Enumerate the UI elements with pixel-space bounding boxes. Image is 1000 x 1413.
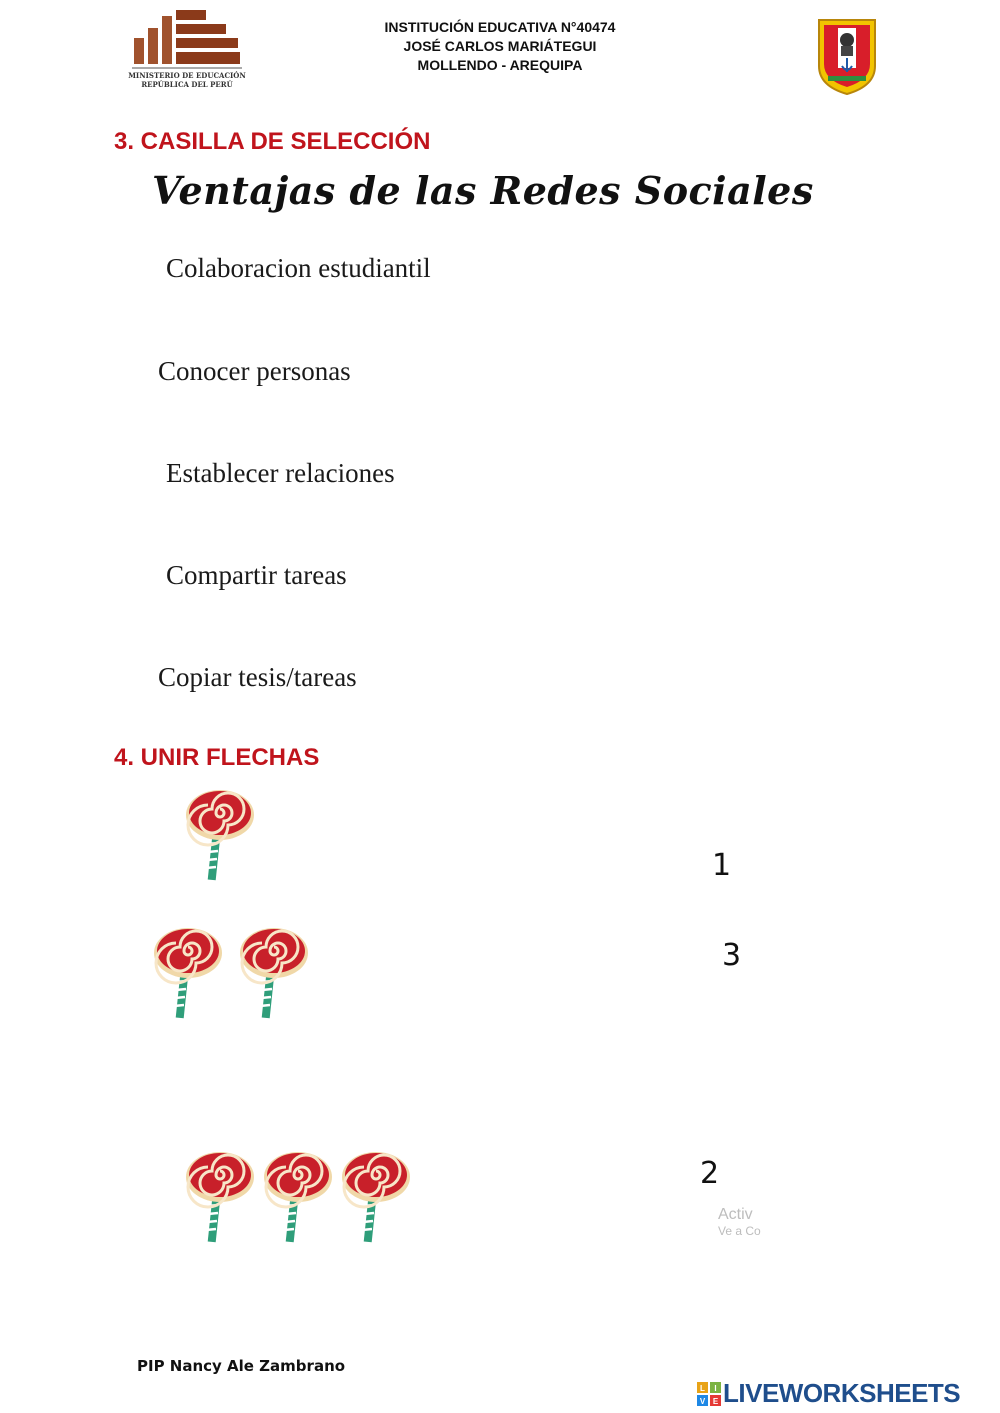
liveworksheets-brand[interactable]: [697, 1378, 960, 1409]
match-number-1[interactable]: 1: [712, 848, 732, 883]
svg-text:L: L: [700, 1383, 705, 1393]
liveworksheets-mark-icon: [697, 1382, 721, 1406]
lollipop-group-1[interactable]: [184, 788, 258, 887]
svg-text:REPÚBLICA DEL PERÚ: REPÚBLICA DEL PERÚ: [141, 80, 233, 89]
activation-watermark: Activ Ve a Co: [718, 1206, 761, 1238]
school-patron-line: JOSÉ CARLOS MARIÁTEGUI: [403, 38, 597, 54]
school-crest-icon: [816, 16, 878, 96]
lollipop-icon: [262, 1150, 336, 1244]
advantages-title: Ventajas de las Redes Sociales: [152, 168, 814, 213]
svg-text:V: V: [699, 1396, 706, 1406]
lollipop-icon: [340, 1150, 414, 1244]
school-header: [300, 18, 700, 75]
school-name-line: INSTITUCIÓN EDUCATIVA N°40474: [384, 19, 616, 35]
option-relationships[interactable]: Establecer relaciones: [166, 458, 395, 488]
liveworksheets-wordmark: LIVEWORKSHEETS: [723, 1378, 961, 1408]
match-number-2[interactable]: 2: [700, 1156, 720, 1191]
section-3-heading: 3. CASILLA DE SELECCIÓN: [114, 128, 431, 155]
svg-text:MINISTERIO DE EDUCACIÓN: MINISTERIO DE EDUCACIÓN: [128, 71, 246, 80]
lollipop-group-3[interactable]: [184, 1150, 414, 1244]
footer-author: PIP Nancy Ale Zambrano: [137, 1357, 346, 1375]
lollipop-icon: [152, 926, 226, 1020]
option-collaboration[interactable]: Colaboracion estudiantil: [166, 253, 431, 283]
match-number-3[interactable]: 3: [722, 938, 742, 973]
lollipop-icon: [184, 788, 258, 882]
ministry-logo-icon: [128, 8, 248, 96]
lollipop-group-2[interactable]: [152, 926, 312, 1020]
svg-text:I: I: [714, 1383, 717, 1393]
lollipop-icon: [184, 1150, 258, 1244]
option-meet-people[interactable]: Conocer personas: [158, 356, 351, 386]
lollipop-icon: [238, 926, 312, 1020]
section-4-heading: 4. UNIR FLECHAS: [114, 744, 320, 771]
option-share-tasks[interactable]: Compartir tareas: [166, 560, 347, 590]
svg-text:E: E: [712, 1396, 719, 1406]
option-copy-thesis[interactable]: Copiar tesis/tareas: [158, 662, 357, 692]
school-location-line: MOLLENDO - AREQUIPA: [417, 57, 583, 73]
